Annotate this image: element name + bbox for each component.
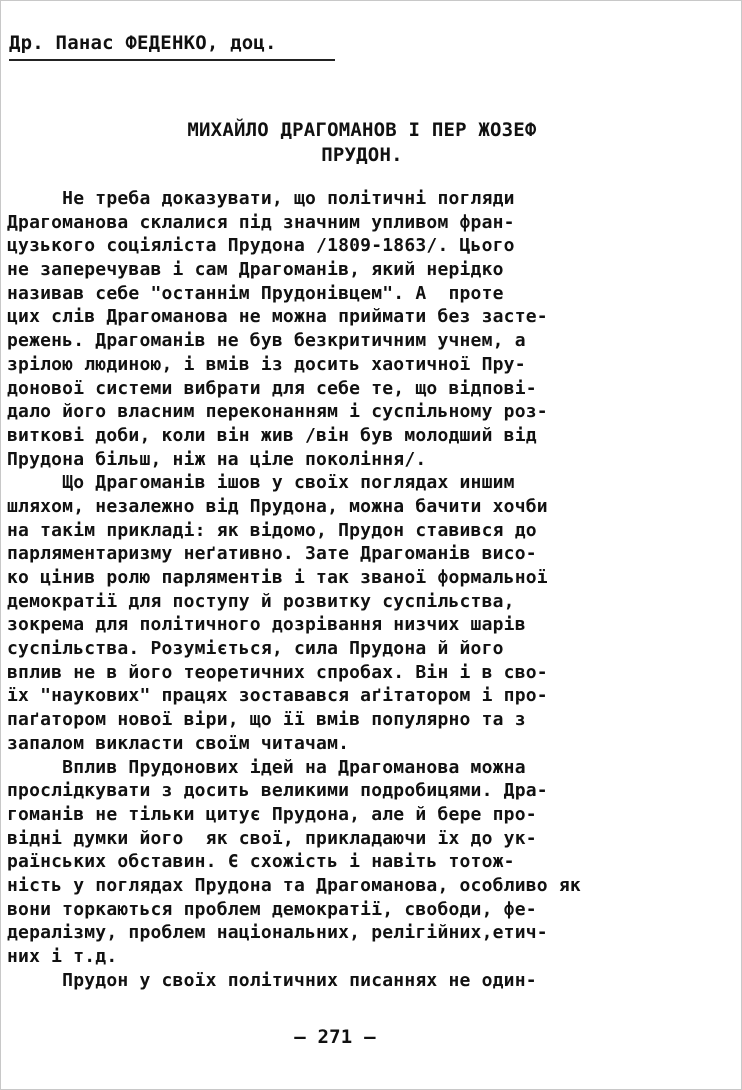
body-line: зрілою людиною, і вмів із досить хаотичної Пру- [7, 353, 526, 375]
article-title [1, 118, 723, 168]
title-line-1: МИХАЙЛО ДРАГОМАНОВ І ПЕР ЖОЗЕФ [187, 119, 537, 141]
body-line: Прудон у своїх політичних писаннях не один- [7, 969, 537, 991]
body-line: донової системи вибрати для себе те, що відпові- [7, 377, 537, 399]
body-line: них і т.д. [7, 946, 118, 967]
body-line: ко цінив ролю парляментів і так званої формальної [7, 567, 548, 588]
body-line: раїнських обставин. Є схожість і навіть тотож- [7, 851, 515, 873]
body-line: дало його власним переконанням і суспільному роз- [7, 401, 548, 423]
body-line: зокрема для політичного дозрівання низчих шарів [7, 614, 526, 636]
body-line: режень. Драгоманів не був безкритичним учнем, а [7, 330, 526, 352]
body-line: парляментаризму неґативно. Зате Драгоманів висо- [7, 543, 537, 565]
body-line: не заперечував і сам Драгоманів, який нерідко [7, 259, 504, 281]
body-line: паґатором нової віри, що її вмів популярно та з [7, 709, 526, 731]
body-line: Драгоманова склалися під значним упливом фран- [7, 211, 515, 233]
body-line: запалом викласти своїм читачам. [7, 732, 350, 754]
body-line: суспільства. Розуміється, сила Прудона й його [7, 638, 504, 660]
body-line: дералізму, проблем національних, релігійних,етич- [7, 922, 548, 944]
article-body [7, 187, 727, 992]
body-line: Що Драгоманів ішов у своїх поглядах иншим [7, 472, 515, 494]
page-number: — 271 — [294, 1026, 376, 1048]
body-line: вплив не в його теоретичних спробах. Він і в сво- [7, 661, 548, 683]
author-underline [9, 59, 335, 61]
body-line: ність у поглядах Прудона та Драгоманова, особливо як [7, 874, 581, 896]
body-line: цузького соціяліста Прудона /1809-1863/. Цього [7, 235, 515, 257]
body-line: називав себе "останнім Прудонівцем". А проте [7, 282, 504, 304]
body-line: вони торкаються проблем демократії, свободи, фе- [7, 898, 537, 920]
body-line: Вплив Прудонових ідей на Драгоманова можна [7, 756, 526, 778]
body-line: виткові доби, коли він жив /він був молодший від [7, 424, 537, 446]
body-line: шляхом, незалежно від Прудона, можна бачити хочби [7, 495, 548, 517]
body-line: демократії для поступу й розвитку суспільства, [7, 590, 515, 612]
body-line: прослідкувати з досить великими подробицями. Дра- [7, 780, 548, 802]
author-line: Др. Панас ФЕДЕНКО, доц. [9, 32, 277, 54]
body-line: цих слів Драгоманова не можна приймати без засте- [7, 306, 548, 328]
title-line-2: ПРУДОН. [321, 144, 403, 166]
body-line: відні думки його як свої, прикладаючи їх до ук- [7, 827, 537, 849]
body-line: на такім прикладі: як відомо, Прудон ставився до [7, 519, 537, 541]
body-line: Прудона більш, ніж на ціле покоління/. [7, 448, 427, 470]
body-line: гоманів не тільки цитує Прудона, але й бере про- [7, 803, 537, 825]
body-line: Не треба доказувати, що політичні погляди [7, 188, 515, 209]
body-line: їх "наукових" працях зоставався аґітатором і про- [7, 685, 548, 707]
